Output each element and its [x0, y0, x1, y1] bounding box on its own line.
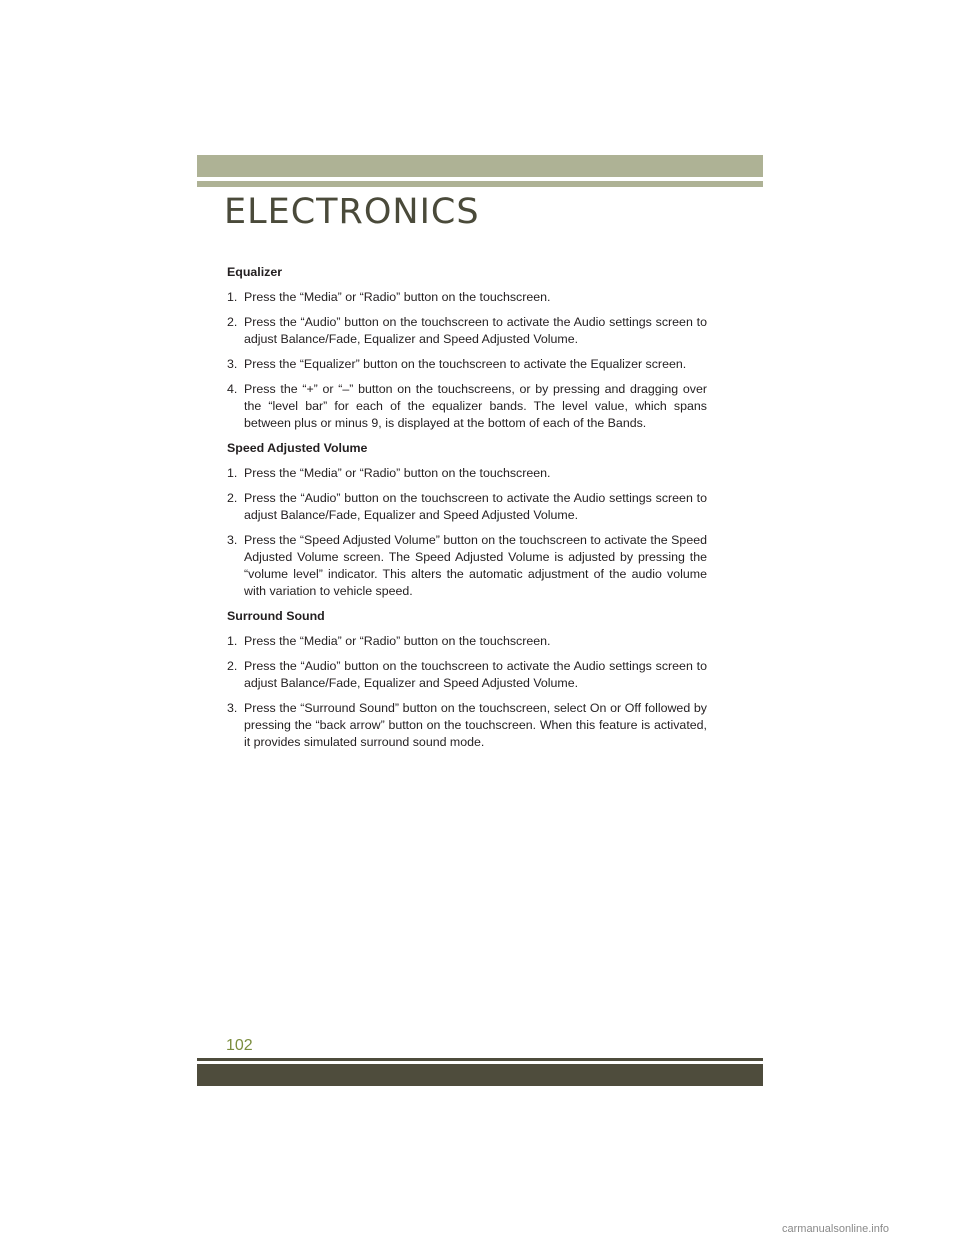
step-item [227, 490, 707, 524]
section-heading: Speed Adjusted Volume [227, 441, 368, 455]
step-text: Press the “Media” or “Radio” button on the touchscreen. [244, 634, 551, 648]
step-text: Press the “+” or “–” button on the touchscreens, or by pressing and dragging over the “level bar” for each of the equalizer bands. The level value, which spans between plus or minus 9, is displayed at the bottom of each of the Bands. [244, 382, 707, 430]
step-number: 3. [227, 533, 238, 547]
step-number: 3. [227, 357, 238, 371]
step-item [227, 700, 707, 751]
step-number: 1. [227, 634, 238, 648]
step-item [227, 658, 707, 692]
step-number: 2. [227, 491, 238, 505]
step-item [227, 289, 707, 306]
page-content [227, 264, 707, 759]
section-title: ELECTRONICS [224, 192, 480, 232]
step-number: 2. [227, 315, 238, 329]
section-surround-sound [227, 608, 707, 751]
step-text: Press the “Audio” button on the touchscreen to activate the Audio settings screen to adjust Balance/Fade, Equalizer and Speed Adjusted Volume. [244, 315, 707, 346]
step-list [227, 465, 707, 600]
header-band [197, 155, 763, 177]
step-item [227, 633, 707, 650]
step-text: Press the “Audio” button on the touchscreen to activate the Audio settings screen to adjust Balance/Fade, Equalizer and Speed Adjusted Volume. [244, 491, 707, 522]
step-text: Press the “Equalizer” button on the touchscreen to activate the Equalizer screen. [244, 357, 687, 371]
section-heading: Surround Sound [227, 609, 325, 623]
step-number: 1. [227, 290, 238, 304]
step-text: Press the “Speed Adjusted Volume” button on the touchscreen to activate the Speed Adjusted Volume screen. The Speed Adjusted Volume is adjusted by pressing the “volume level” indicator. This alters the automatic adjustment of the audio volume with variation to vehicle speed. [244, 533, 707, 598]
footer-rule [197, 1058, 763, 1061]
section-speed-adjusted-volume [227, 440, 707, 600]
step-text: Press the “Surround Sound” button on the touchscreen, select On or Off followed by pressing the “back arrow” button on the touchscreen. When this feature is activated, it provides simulated surround sound mode. [244, 701, 707, 749]
step-text: Press the “Audio” button on the touchscreen to activate the Audio settings screen to adjust Balance/Fade, Equalizer and Speed Adjusted Volume. [244, 659, 707, 690]
step-item [227, 356, 707, 373]
footer-band [197, 1064, 763, 1086]
step-item [227, 381, 707, 432]
header-rule [197, 181, 763, 187]
step-number: 4. [227, 382, 238, 396]
step-number: 3. [227, 701, 238, 715]
step-number: 1. [227, 466, 238, 480]
step-item [227, 532, 707, 600]
step-list [227, 633, 707, 751]
section-equalizer [227, 264, 707, 432]
step-text: Press the “Media” or “Radio” button on the touchscreen. [244, 466, 551, 480]
step-item [227, 314, 707, 348]
step-list [227, 289, 707, 432]
section-heading: Equalizer [227, 265, 283, 279]
step-text: Press the “Media” or “Radio” button on the touchscreen. [244, 290, 551, 304]
watermark: carmanualsonline.info [782, 1223, 890, 1235]
step-item [227, 465, 707, 482]
step-number: 2. [227, 659, 238, 673]
page-number: 102 [226, 1037, 253, 1054]
